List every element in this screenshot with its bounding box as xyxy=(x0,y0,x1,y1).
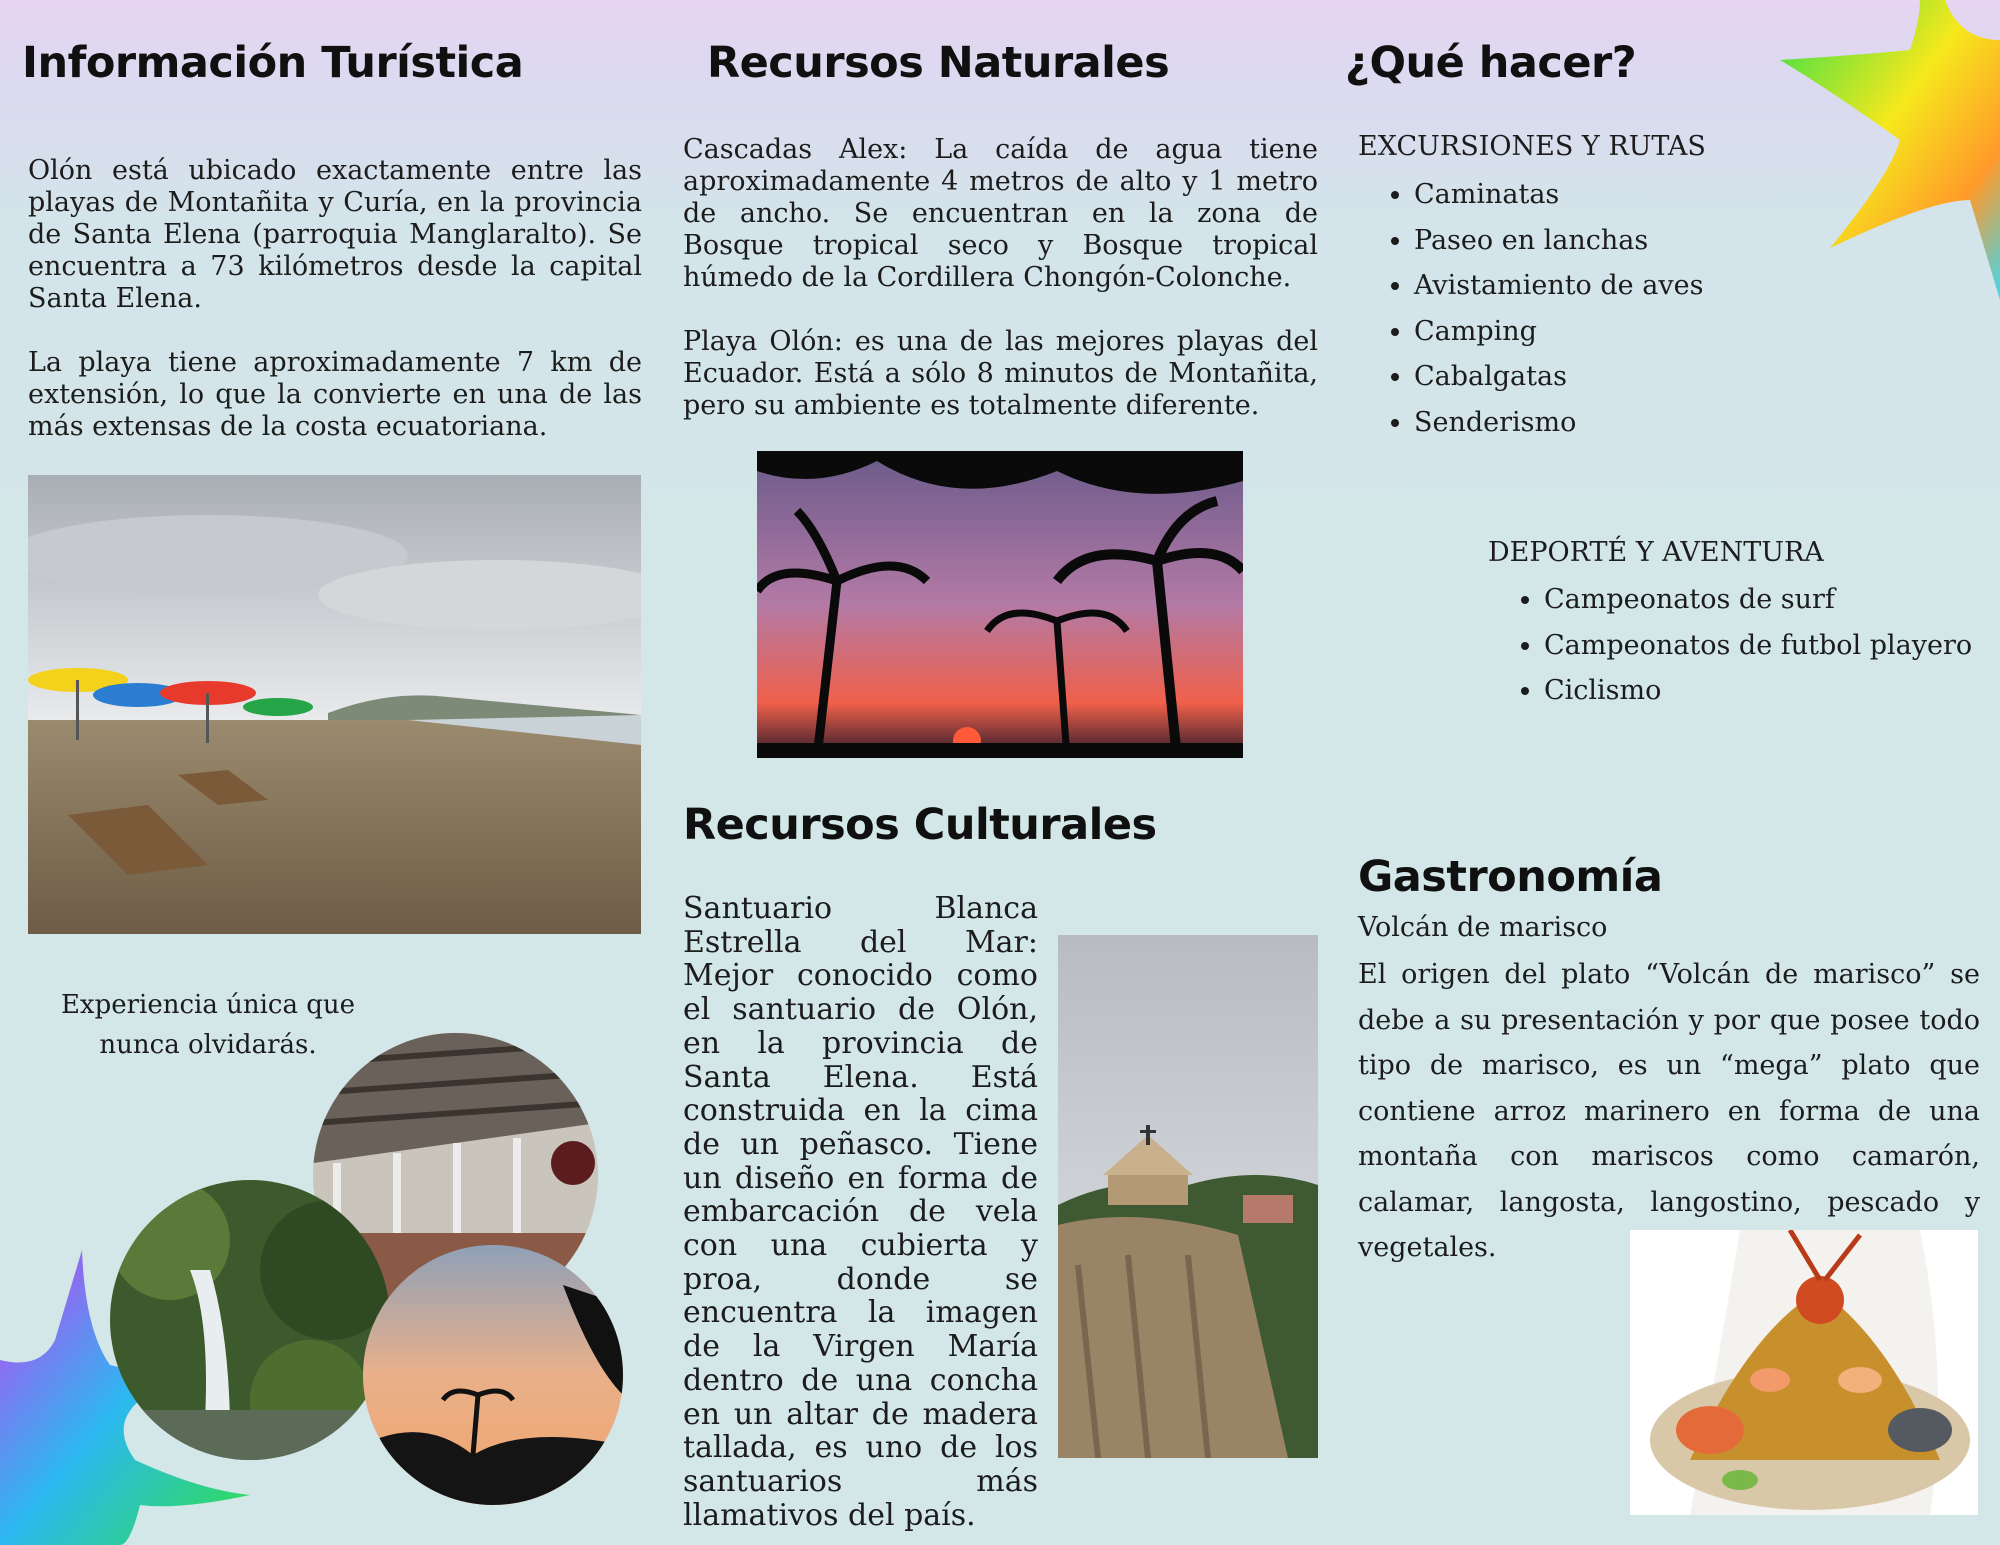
gastronomy-paragraph: El origen del plato “Volcán de marisco” se debe a su presentación y por que posee todo tipo de marisco, es un “mega” plato que contiene arroz marinero en forma de una montaña con mariscos como camarón, calamar, langosta, langostino, pescado y vegetales. xyxy=(1358,959,1980,1263)
natural-resources-title: Recursos Naturales xyxy=(707,38,1170,88)
tagline-line-2: nunca olvidarás. xyxy=(99,1030,317,1060)
list-item: • Cabalgatas xyxy=(1414,354,1703,400)
beach-extension-paragraph: La playa tiene aproximadamente 7 km de extensión, lo que la convierte en una de las más extensas de la costa ecuatoriana. xyxy=(28,347,642,442)
cascadas-paragraph: Cascadas Alex: La caída de agua tiene aproximadamente 4 metros de alto y 1 metro de ancho. Se encuentran en la zona de Bosque tropical seco y Bosque tropical húmedo de la Cordillera Chongón-Colonche. xyxy=(683,134,1318,293)
cultural-resources-title: Recursos Culturales xyxy=(683,800,1157,850)
list-item: • Paseo en lanchas xyxy=(1414,218,1703,264)
list-item: • Caminatas xyxy=(1414,172,1703,218)
what-to-do-title: ¿Qué hacer? xyxy=(1345,38,1637,88)
star-splash-top-right xyxy=(1770,0,2000,310)
santuario-photo xyxy=(1058,935,1318,1458)
list-item: • Senderismo xyxy=(1414,400,1703,446)
tourist-info-text xyxy=(28,155,642,443)
sunset-circle-photo xyxy=(363,1245,623,1505)
list-item: • Campeonatos de surf xyxy=(1544,577,1972,623)
list-item: • Campeonatos de futbol playero xyxy=(1544,623,1972,669)
gastronomy-subtitle: Volcán de marisco xyxy=(1358,912,1608,943)
waterfall-photo xyxy=(110,1180,390,1460)
sports-title: DEPORTÉ Y AVENTURA xyxy=(1488,537,1824,568)
location-paragraph: Olón está ubicado exactamente entre las playas de Montañita y Curía, en la provincia de Santa Elena (parroquia Manglaralto). Se encuentra a 73 kilómetros desde la capital Santa Elena. xyxy=(28,155,642,314)
list-item: • Camping xyxy=(1414,309,1703,355)
gastronomy-title: Gastronomía xyxy=(1358,852,1663,902)
santuario-paragraph: Santuario Blanca Estrella del Mar: Mejor conocido como el santuario de Olón, en la provincia de Santa Elena. Está construida en la cima de un peñasco. Tiene un diseño en forma de embarcación de vela con una cubierta y proa, donde se encuentra la imagen de la Virgen María dentro de una concha en un altar de madera tallada, es uno de los santuarios más llamativos del país. xyxy=(683,891,1038,1533)
excursions-list xyxy=(1358,172,1703,446)
list-item: • Avistamiento de aves xyxy=(1414,263,1703,309)
tagline xyxy=(48,985,368,1065)
palm-sunset-photo xyxy=(757,451,1243,758)
tourist-info-title: Información Turística xyxy=(22,38,524,88)
sports-list xyxy=(1488,577,1972,714)
playa-olon-paragraph: Playa Olón: es una de las mejores playas del Ecuador. Está a sólo 8 minutos de Montañita, pero su ambiente es totalmente diferente. xyxy=(683,326,1318,421)
volcan-de-marisco-photo xyxy=(1630,1230,1978,1515)
natural-resources-text xyxy=(683,134,1318,422)
tagline-line-1: Experiencia única que xyxy=(60,990,356,1020)
list-item: • Ciclismo xyxy=(1544,668,1972,714)
excursions-title: EXCURSIONES Y RUTAS xyxy=(1358,131,1706,162)
beach-photo xyxy=(28,475,641,934)
